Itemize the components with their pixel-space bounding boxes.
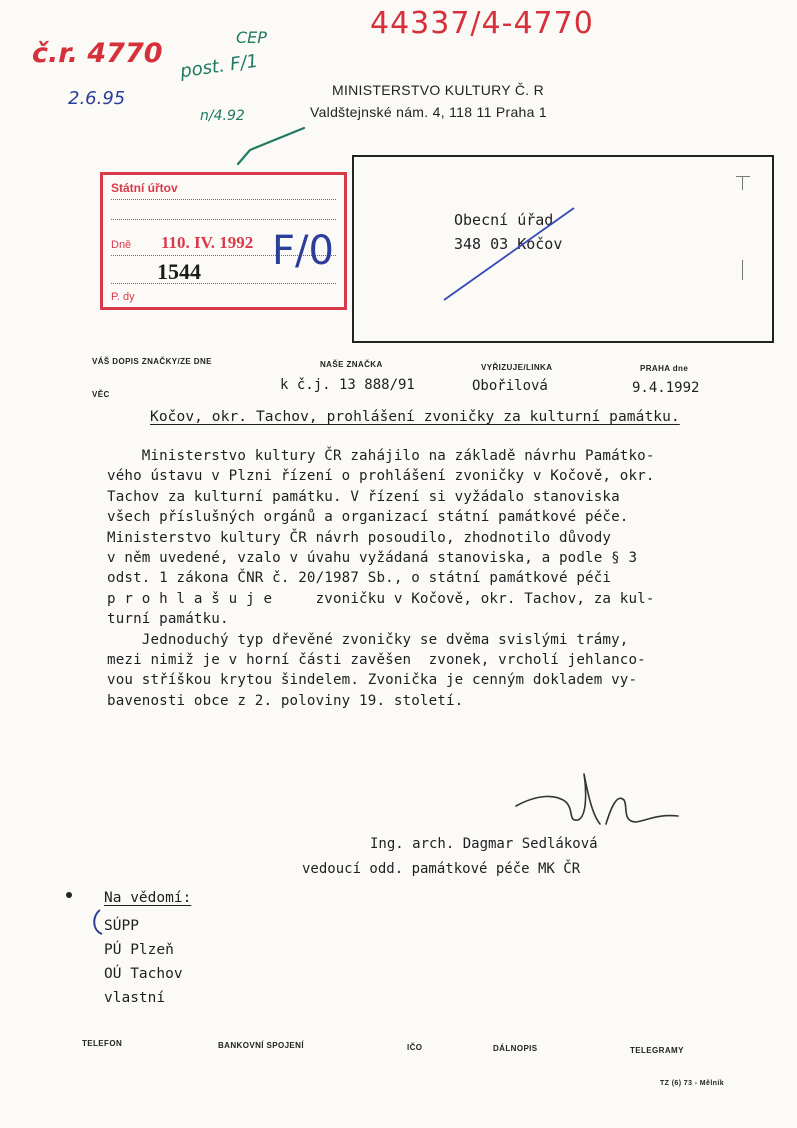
body-line: bavenosti obce z 2. poloviny 19. století. <box>107 692 464 709</box>
body-line: Ministerstvo kultury ČR zahájilo na základě návrhu Památko- <box>107 448 655 464</box>
signatory-name: Ing. arch. Dagmar Sedláková <box>370 836 598 852</box>
footer-bank: BANKOVNÍ SPOJENÍ <box>218 1041 304 1050</box>
subject-label: VĚC <box>92 390 110 399</box>
body-line: v něm uvedené, vzalo v úvahu vyžádaná stanoviska, a podle § 3 <box>107 550 638 567</box>
handwritten-post-note: post. F/1 <box>178 50 260 83</box>
body-line: vého ústavu v Plzni řízení o prohlášení zvoničky v Kočově, okr. <box>107 468 655 485</box>
body-line: Jednoduchý typ dřevěné zvoničky se dvěma svislými trámy, <box>107 631 629 648</box>
body-line: vou stříškou krytou šindelem. Zvonička je cenným dokladem vy- <box>107 672 638 689</box>
recipient-line-2: 348 03 Kočov <box>454 235 563 253</box>
ministry-address: Valdštejnské nám. 4, 118 11 Praha 1 <box>310 104 547 120</box>
letter-body <box>107 446 747 711</box>
place-label: PRAHA dne <box>640 364 689 373</box>
green-check-mark <box>230 120 310 170</box>
letter-date-value: 9.4.1992 <box>632 380 700 396</box>
footer-telegramy: TELEGRAMY <box>630 1046 684 1055</box>
cc-list <box>104 914 183 1010</box>
stamp-date: 110. IV. 1992 <box>161 233 254 252</box>
stamp-bottom-label: P. dy <box>111 291 135 303</box>
cc-item: vlastní <box>104 990 166 1006</box>
your-ref-label: VÁŠ DOPIS ZNAČKY/ZE DNE <box>92 357 212 366</box>
body-line: odst. 1 zákona ČNR č. 20/1987 Sb., o státní památkové péči <box>107 570 612 587</box>
cc-item: OÚ Tachov <box>104 966 183 982</box>
handwritten-ref-number: 44337/4-4770 <box>370 6 594 41</box>
body-line: p r o h l a š u j e zvoničku v Kočově, okr. Tachov, za kul- <box>107 590 655 607</box>
body-line: turní památku. <box>107 611 229 628</box>
handwritten-post-date: n/4.92 <box>200 108 245 124</box>
our-ref-value: k č.j. 13 888/91 <box>280 377 415 393</box>
corner-mark-top-right <box>736 176 750 191</box>
cc-item: SÚPP <box>104 918 139 934</box>
cc-item: PÚ Plzeň <box>104 942 174 958</box>
footer-print-code: TZ (6) 73 - Mělník <box>660 1080 724 1087</box>
body-line: Tachov za kulturní památku. V řízení si vyžádalo stanoviska <box>107 488 620 505</box>
bullet-dot <box>66 892 72 898</box>
cc-heading: Na vědomí: <box>104 890 192 906</box>
handler-label: VYŘIZUJE/LINKA <box>481 363 553 372</box>
body-line: všech příslušných orgánů a organizací státní památkové péče. <box>107 509 629 526</box>
handwritten-date-note: 2.6.95 <box>68 88 126 109</box>
blue-diagonal-stroke <box>440 200 580 310</box>
our-ref-label: NAŠE ZNAČKA <box>320 360 383 369</box>
handwritten-signature <box>508 764 688 844</box>
footer-telefon: TELEFON <box>82 1039 123 1048</box>
handler-value: Obořilová <box>472 378 548 394</box>
handwritten-cr-number: č.r. 4770 <box>32 38 163 69</box>
ministry-name: MINISTERSTVO KULTURY Č. R <box>332 82 545 98</box>
corner-mark-bottom-right <box>742 260 743 280</box>
stamp-date-label: Dně <box>111 239 132 251</box>
body-line: mezi nimiž je v horní části zavěšen zvonek, vrcholí jehlanco- <box>107 652 646 669</box>
stamp-number: 1544 <box>157 259 201 284</box>
letter-subject: Kočov, okr. Tachov, prohlášení zvoničky za kulturní památku. <box>150 409 680 425</box>
footer-dalnopis: DÁLNOPIS <box>493 1044 538 1053</box>
body-line: Ministerstvo kultury ČR návrh posoudilo, zhodnotilo důvody <box>107 529 612 546</box>
stamp-title: Státní úřtov <box>111 181 178 195</box>
handwritten-cep: CEP <box>236 28 267 47</box>
recipient-line-1: Obecní úřad <box>454 211 554 229</box>
footer-icc: IČO <box>407 1043 423 1052</box>
signatory-title: vedoucí odd. památkové péče MK ČR <box>302 861 581 877</box>
handwritten-bracket <box>88 908 108 938</box>
corner-mark-top-right-v <box>742 176 743 190</box>
handwritten-stamp-mark: F/0 <box>272 228 334 274</box>
